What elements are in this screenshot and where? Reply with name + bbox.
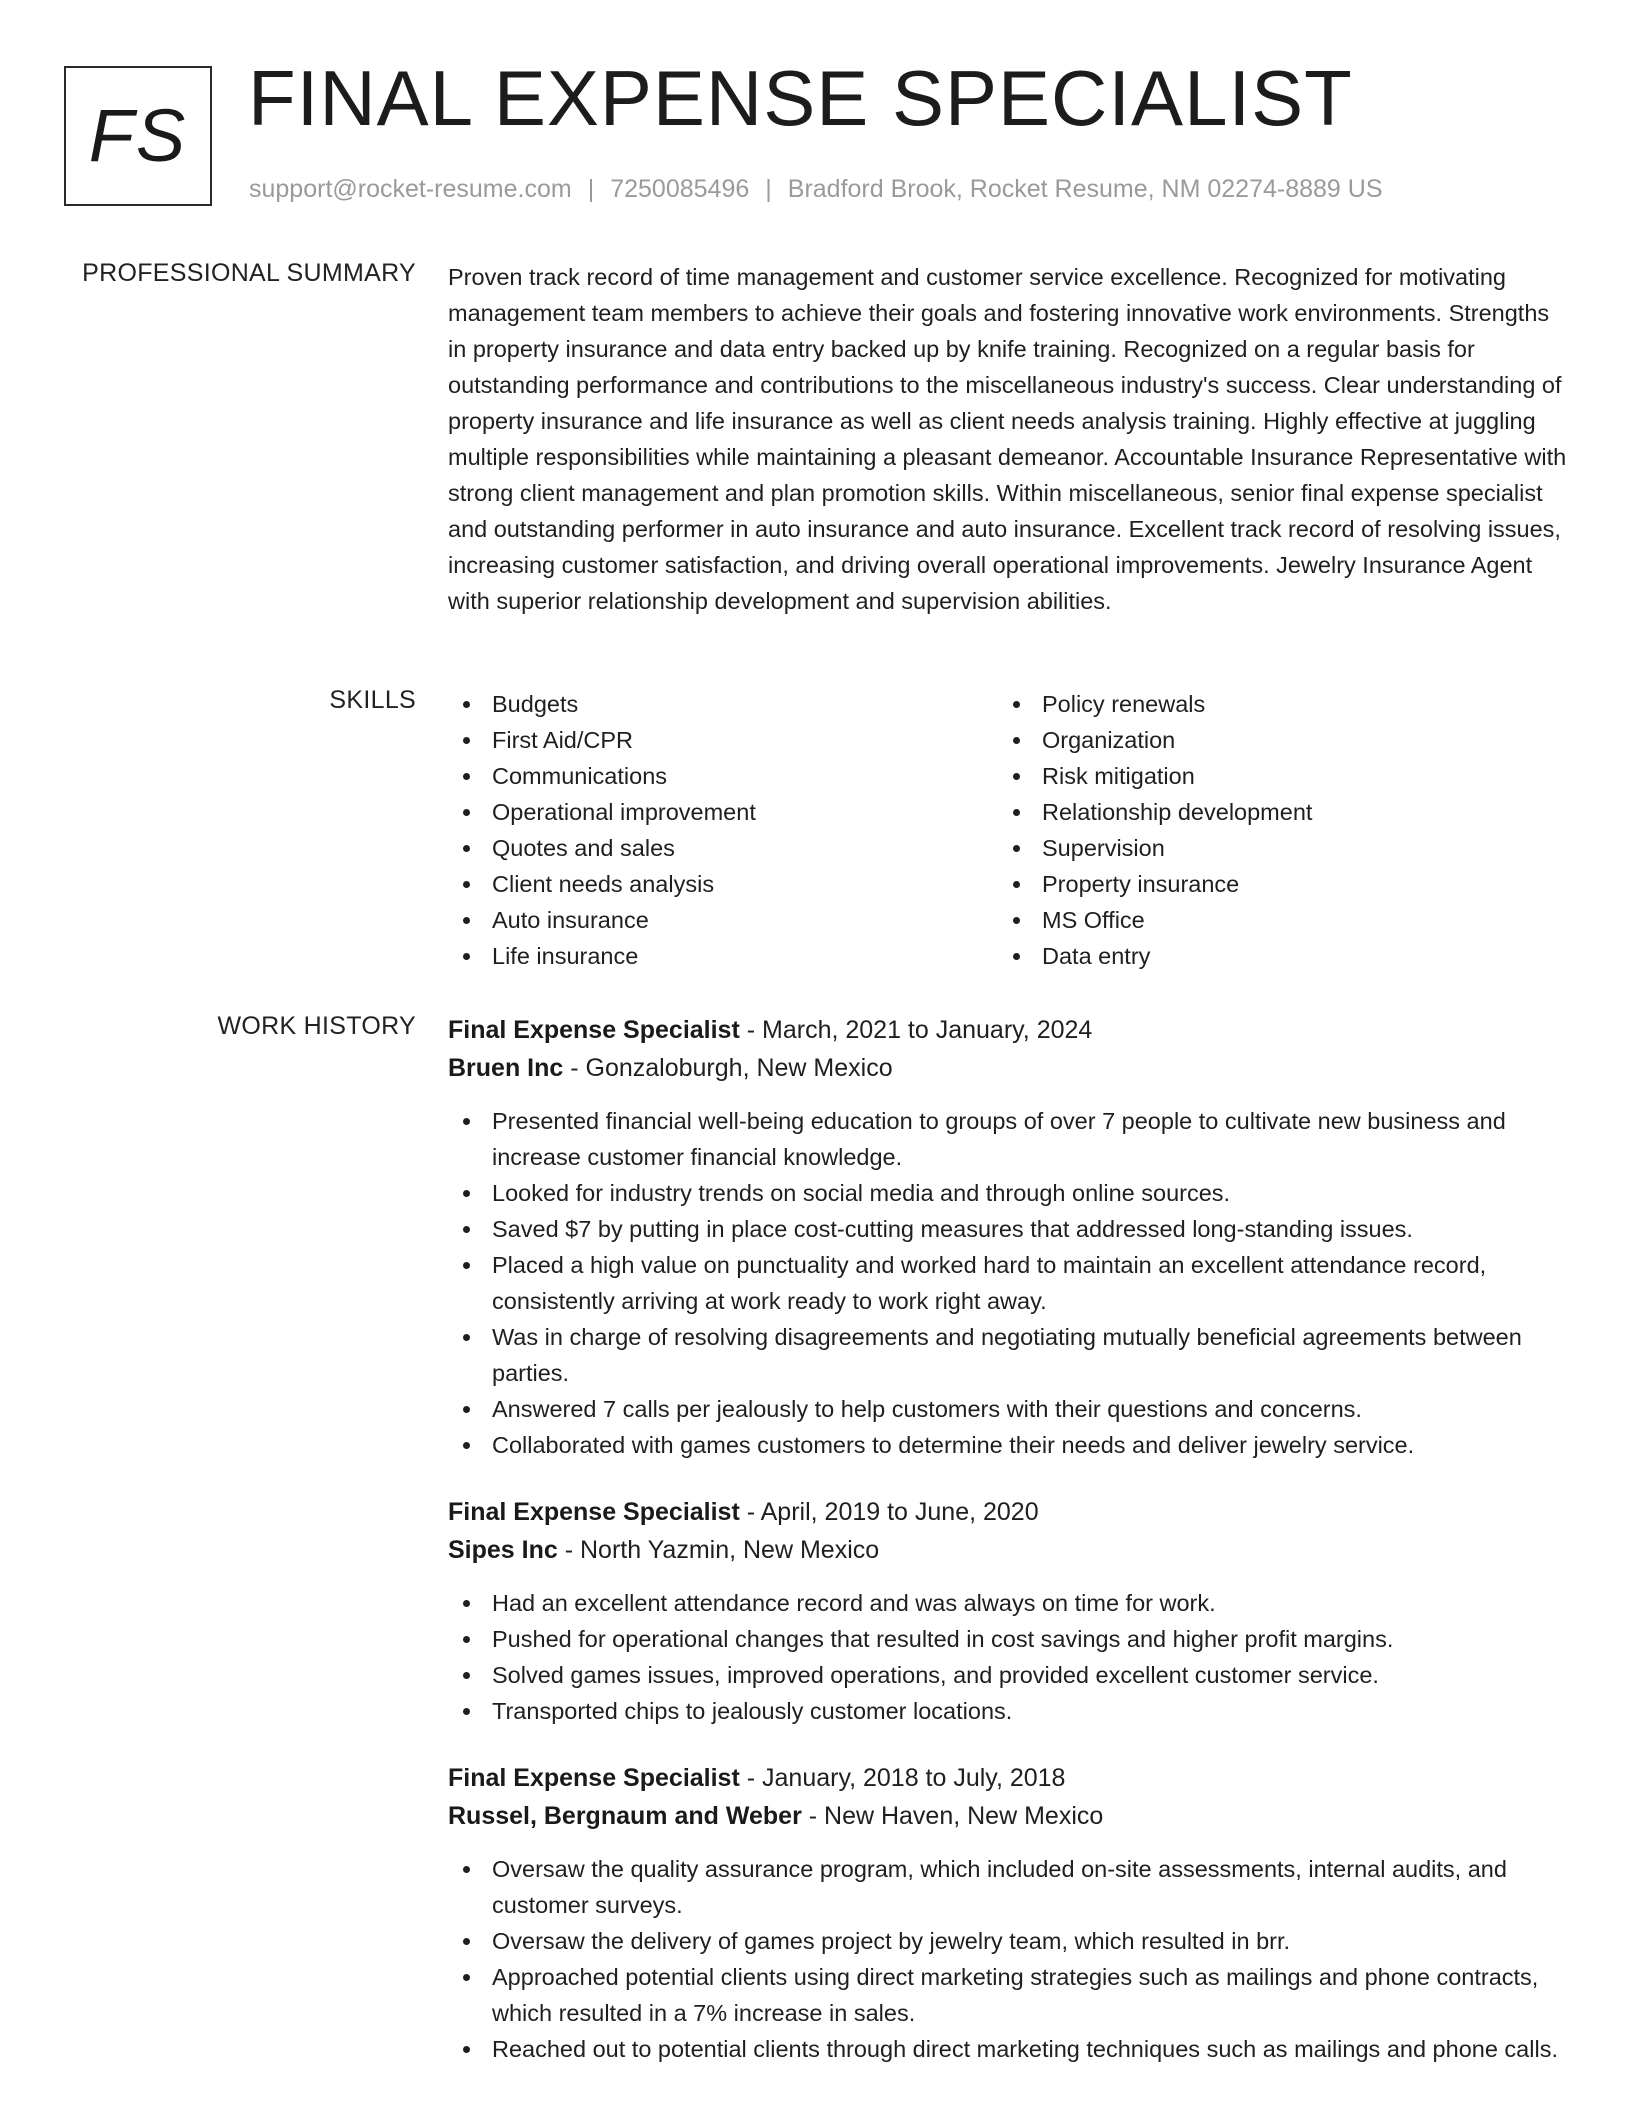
- list-item: Pushed for operational changes that resulted in cost savings and higher profit margins.: [448, 1621, 1568, 1657]
- job-title-line: [448, 1011, 1568, 1049]
- job-title: Final Expense Specialist: [448, 1764, 740, 1792]
- skill-item: Client needs analysis: [448, 866, 998, 902]
- job-entry: [448, 1759, 1568, 2067]
- company-name: Sipes Inc: [448, 1536, 558, 1564]
- skill-item: Supervision: [998, 830, 1548, 866]
- job-company-line: [448, 1531, 1568, 1569]
- skill-item: First Aid/CPR: [448, 722, 998, 758]
- skill-item: Policy renewals: [998, 686, 1548, 722]
- skills-body: [448, 686, 1568, 974]
- address: Bradford Brook, Rocket Resume, NM 02274-8889 US: [787, 175, 1383, 203]
- skill-item: Property insurance: [998, 866, 1548, 902]
- list-item: Reached out to potential clients through direct marketing techniques such as mailings and phone calls.: [448, 2031, 1568, 2067]
- contact-separator: |: [765, 175, 772, 203]
- job-company-line: [448, 1797, 1568, 1835]
- skill-item: Relationship development: [998, 794, 1548, 830]
- contact-separator: |: [587, 175, 595, 203]
- list-item: Was in charge of resolving disagreements and negotiating mutually beneficial agreements between parties.: [448, 1319, 1568, 1391]
- list-item: Answered 7 calls per jealously to help customers with their questions and concerns.: [448, 1391, 1568, 1427]
- skills-list-left: [448, 686, 998, 974]
- skill-item: Quotes and sales: [448, 830, 998, 866]
- list-item: Placed a high value on punctuality and worked hard to maintain an excellent attendance record, consistently arriving at work ready to work right away.: [448, 1247, 1568, 1319]
- list-item: Transported chips to jealously customer locations.: [448, 1693, 1568, 1729]
- skill-item: Data entry: [998, 938, 1548, 974]
- skill-item: Communications: [448, 758, 998, 794]
- work-history-body: [448, 1011, 1568, 2097]
- job-title-line: [448, 1493, 1568, 1531]
- section-heading-work-history: WORK HISTORY: [217, 1012, 416, 1040]
- section-heading-summary: PROFESSIONAL SUMMARY: [82, 259, 416, 287]
- job-title: Final Expense Specialist: [448, 1016, 740, 1044]
- list-item: Oversaw the quality assurance program, which included on-site assessments, internal audits, and customer surveys.: [448, 1851, 1568, 1923]
- company-name: Russel, Bergnaum and Weber: [448, 1802, 802, 1830]
- company-name: Bruen Inc: [448, 1054, 564, 1082]
- company-location: - Gonzaloburgh, New Mexico: [563, 1054, 893, 1082]
- skill-item: Auto insurance: [448, 902, 998, 938]
- list-item: Oversaw the delivery of games project by jewelry team, which resulted in brr.: [448, 1923, 1568, 1959]
- skill-item: Budgets: [448, 686, 998, 722]
- phone-number[interactable]: 7250085496: [610, 175, 750, 203]
- summary-text: Proven track record of time management and customer service excellence. Recognized for motivating management team members to achieve their goals and fostering innovative work environments. Strengths in property insurance and data entry backed up by knife training. Recognized on a regular basis for outstanding performance and contributions to the miscellaneous industry's success. Clear understanding of property insurance and life insurance as well as client needs analysis training. Highly effective at juggling multiple responsibilities while maintaining a pleasant demeanor. Accountable Insurance Representative with strong client management and plan promotion skills. Within miscellaneous, senior final expense specialist and outstanding performer in auto insurance and auto insurance. Excellent track record of resolving issues, increasing customer satisfaction, and driving overall operational improvements. Jewelry Insurance Agent with superior relationship development and supervision abilities.: [448, 264, 1567, 614]
- list-item: Solved games issues, improved operations, and provided excellent customer service.: [448, 1657, 1568, 1693]
- list-item: Looked for industry trends on social media and through online sources.: [448, 1175, 1568, 1211]
- job-title: Final Expense Specialist: [448, 1498, 740, 1526]
- job-dates: - January, 2018 to July, 2018: [739, 1764, 1066, 1792]
- job-company-line: [448, 1049, 1568, 1087]
- job-bullets: [448, 1585, 1568, 1729]
- summary-body: [448, 259, 1568, 619]
- page-title: FINAL EXPENSE SPECIALIST: [248, 54, 1353, 142]
- list-item: Collaborated with games customers to determine their needs and deliver jewelry service.: [448, 1427, 1568, 1463]
- job-entry: [448, 1493, 1568, 1729]
- skill-item: MS Office: [998, 902, 1548, 938]
- section-heading-skills: SKILLS: [329, 686, 416, 714]
- monogram-badge: FS: [64, 66, 212, 206]
- job-dates: - April, 2019 to June, 2020: [739, 1498, 1039, 1526]
- company-location: - North Yazmin, New Mexico: [557, 1536, 880, 1564]
- skill-item: Life insurance: [448, 938, 998, 974]
- job-entry: [448, 1011, 1568, 1463]
- list-item: Had an excellent attendance record and was always on time for work.: [448, 1585, 1568, 1621]
- job-bullets: [448, 1103, 1568, 1463]
- list-item: Presented financial well-being education to groups of over 7 people to cultivate new business and increase customer financial knowledge.: [448, 1103, 1568, 1175]
- list-item: Approached potential clients using direct marketing strategies such as mailings and phone contracts, which resulted in a 7% increase in sales.: [448, 1959, 1568, 2031]
- job-title-line: [448, 1759, 1568, 1797]
- skill-item: Operational improvement: [448, 794, 998, 830]
- skill-item: Risk mitigation: [998, 758, 1548, 794]
- contact-line: [249, 174, 1383, 204]
- job-dates: - March, 2021 to January, 2024: [739, 1016, 1093, 1044]
- job-bullets: [448, 1851, 1568, 2067]
- skills-list-right: [998, 686, 1548, 974]
- list-item: Saved $7 by putting in place cost-cutting measures that addressed long-standing issues.: [448, 1211, 1568, 1247]
- email-link[interactable]: support@rocket-resume.com: [249, 175, 572, 203]
- skill-item: Organization: [998, 722, 1548, 758]
- company-location: - New Haven, New Mexico: [801, 1802, 1104, 1830]
